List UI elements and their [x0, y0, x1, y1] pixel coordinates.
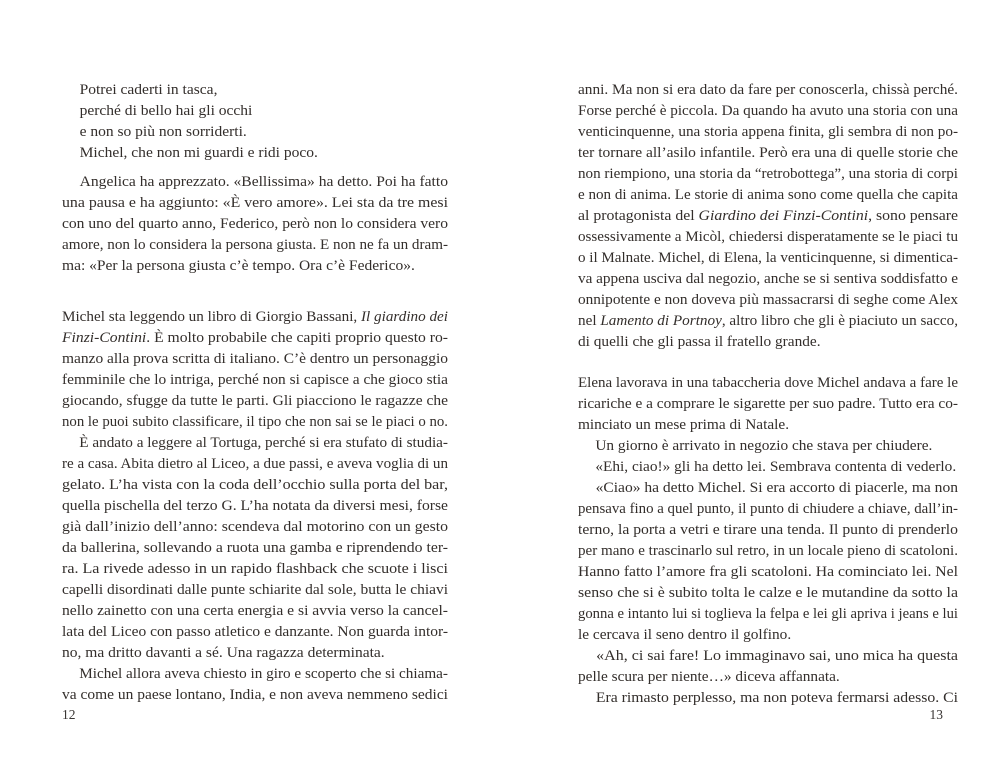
text-line: giocando, sfugge da tutte le parti. Gli piacciono le ragazze che — [62, 393, 449, 409]
text-line: minciato un mese prima di Natale. — [578, 417, 790, 433]
text-line: «Ciao» ha detto Michel. Si era accorto di piacerle, ma non — [595, 480, 958, 496]
text-line: va appena usciva dal negozio, anche se si sentiva soddisfatto e — [578, 271, 958, 287]
text-line: anni. Ma non si era dato da fare per conoscerla, chissà perché. — [578, 82, 958, 98]
text-line: con uno del quarto anno, Federico, però non lo considera vero — [62, 216, 448, 232]
text-line: Hanno fatto l’amore fra gli scatoloni. Ha cominciato lei. Nel — [578, 564, 958, 580]
text-line: ma: «Per la persona giusta c’è tempo. Ora c’è Federico». — [62, 258, 415, 274]
text-line: per mano e trascinarlo sul retro, in un locale pieno di scatoloni. — [578, 543, 958, 559]
paragraph — [578, 80, 958, 353]
text-line: quella pischella del terzo G. L’ha notata da diversi mesi, forse — [62, 498, 448, 514]
paragraph — [578, 688, 958, 709]
text-line: non le puoi subito classificare, il tipo che non sai se le piaci o no. — [62, 414, 448, 430]
text-line: gelato. L’ha vista con la coda dell’occhio sulla porta del bar, — [62, 477, 448, 493]
paragraph — [578, 457, 958, 478]
text-line: senso che si è subito tolta le calze e le mutandine da sotto la — [578, 585, 958, 601]
text-line: ricariche e a comprare le sigarette per suo padre. Tutto era co- — [578, 396, 958, 412]
section-gap — [62, 164, 63, 172]
text-line: pelle scura per niente…» diceva affannata. — [578, 669, 840, 685]
text-line: Un giorno è arrivato in negozio che stava per chiudere. — [595, 438, 933, 454]
paragraph — [578, 373, 958, 436]
paragraph — [62, 307, 448, 433]
text-line: ossessivamente a Micòl, chiedersi disperatamente se le piaci tu — [578, 229, 958, 245]
text-line: nello zainetto con una certa energia e si avvia verso la cancel- — [62, 603, 448, 619]
text-line: capelli disordinati dalle punte schiarite dal sole, butta le chiavi — [62, 582, 448, 598]
text-line: gonna e intanto lui si toglieva la felpa e lei gli apriva i jeans e lui — [578, 606, 958, 622]
text-line: È andato a leggere al Tortuga, perché si era stufato di studia- — [79, 435, 448, 451]
paragraph — [578, 478, 958, 646]
text-line: Michel, che non mi guardi e ridi poco. — [79, 145, 318, 161]
text-line: nel Lamento di Portnoy, altro libro che gli è piaciuto un sacco, — [578, 313, 958, 329]
text-line: va come un paese lontano, India, e non aveva nemmeno sedici — [62, 687, 448, 703]
text-line: Michel sta leggendo un libro di Giorgio Bassani, Il giardino dei — [62, 309, 448, 325]
text-line: già dall’inizio dell’anno: scendeva dal motorino con un gesto — [62, 519, 448, 535]
text-column-left — [62, 80, 448, 706]
text-line: Potrei caderti in tasca, — [79, 82, 218, 98]
paragraph — [62, 433, 448, 664]
text-line: Elena lavorava in una tabaccheria dove Michel andava a fare le — [578, 375, 958, 391]
text-line: re a casa. Abita dietro al Liceo, a due passi, e aveva voglia di un — [62, 456, 448, 472]
text-line: e non di anima. Le storie di anima sono come quella che capita — [578, 187, 958, 203]
text-line: lata del Liceo con passo atletico e danzante. Non guarda intor- — [62, 624, 448, 640]
text-line: non riempiono, una storia da “retrobottega”, una storia di corpi — [578, 166, 958, 182]
text-line: Angelica ha apprezzato. «Bellissima» ha detto. Poi ha fatto — [79, 174, 449, 190]
text-column-right — [578, 80, 958, 709]
section-gap — [62, 277, 63, 307]
text-line: Era rimasto perplesso, ma non poteva fermarsi adesso. Ci — [595, 690, 958, 706]
text-line: pensava fino a quel punto, il punto di chiudere a chiave, dall’in- — [578, 501, 958, 517]
text-line: ter tornare all’asilo infantile. Però era una di quelle storie che — [578, 145, 958, 161]
text-line: le cercava il seno dentro il golfino. — [578, 627, 792, 643]
text-line: terno, la porta a vetri e tirare una tenda. Il punto di prenderlo — [578, 522, 958, 538]
section-gap — [578, 353, 579, 373]
text-line: o il Malnate. Michel, di Elena, la venticinquenne, si dimentica- — [578, 250, 958, 266]
poem-block — [62, 80, 448, 164]
text-line: una pausa e ha aggiunto: «È vero amore». Lei sta da tre mesi — [62, 195, 449, 211]
page-number-right: 13 — [929, 707, 943, 722]
text-line: di quelli che gli passa il fratello grande. — [578, 334, 821, 350]
text-line: onnipotente e non doveva più massacrarsi di seghe come Alex — [578, 292, 958, 308]
text-line: «Ah, ci sai fare! Lo immaginavo sai, uno mica ha questa — [596, 648, 958, 664]
paragraph — [62, 172, 448, 277]
paragraph — [578, 436, 958, 457]
text-line: e non so più non sorriderti. — [79, 124, 247, 140]
text-line: al protagonista del Giardino dei Finzi-Contini, sono pensare — [578, 208, 958, 224]
text-line: manzo alla prova scritta di italiano. C’è dentro un personaggio — [62, 351, 448, 367]
text-line: venticinquenne, una storia appena finita, gli sembra di non po- — [578, 124, 958, 140]
text-line: no, ma dritto davanti a sé. Una ragazza determinata. — [62, 645, 385, 661]
text-line: «Ehi, ciao!» gli ha detto lei. Sembrava contenta di vederlo. — [595, 459, 957, 475]
text-line: Finzi-Contini. È molto probabile che capiti proprio questo ro- — [62, 330, 448, 346]
text-line: perché di bello hai gli occhi — [79, 103, 253, 119]
page-right — [500, 0, 1000, 768]
text-line: ra. La rivede adesso in un rapido flashback che scuote i lisci — [62, 561, 448, 577]
text-line: amore, non lo considera la persona giusta. E non ne fa un dram- — [62, 237, 448, 253]
text-line: Michel allora aveva chiesto in giro e scoperto che si chiama- — [79, 666, 449, 682]
text-line: femminile che lo intriga, perché non si capisce a che gioco stia — [62, 372, 448, 388]
text-line: da ballerina, sollevando a ruota una gamba e riprendendo ter- — [62, 540, 448, 556]
paragraph — [62, 664, 448, 706]
paragraph — [578, 646, 958, 688]
page-number-left: 12 — [62, 707, 76, 722]
text-line: Forse perché è piccola. Da quando ha avuto una storia con una — [578, 103, 958, 119]
